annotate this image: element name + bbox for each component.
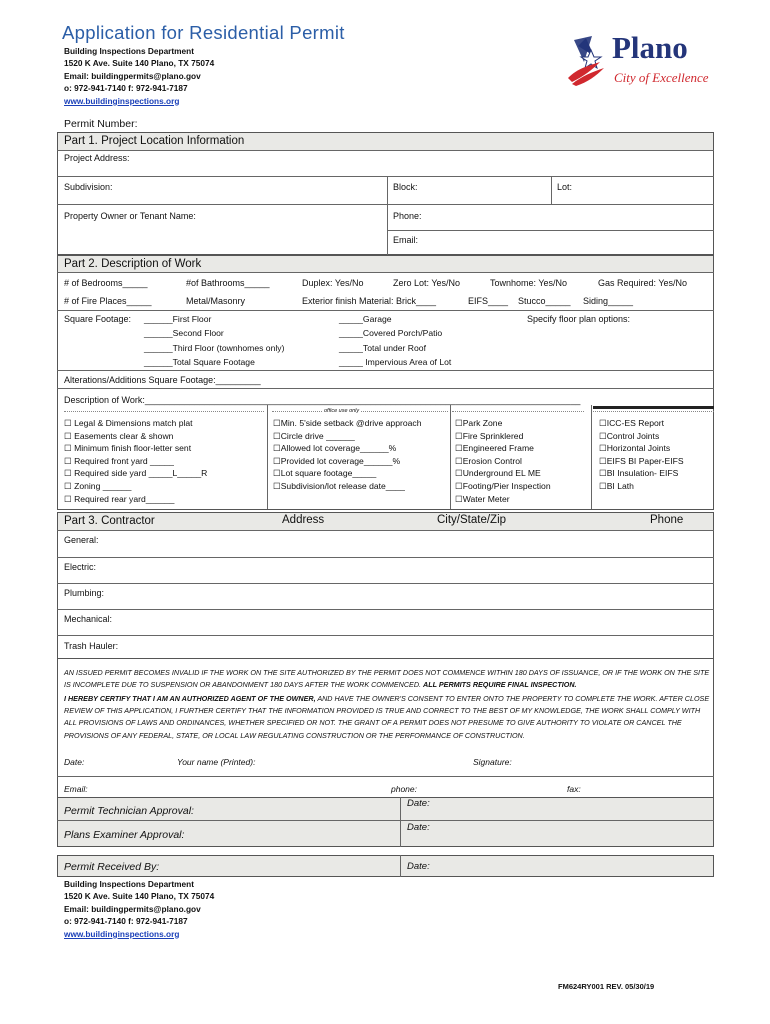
engineered-frame-check[interactable]: ☐Engineered Frame xyxy=(455,443,534,454)
electric-contractor[interactable]: Electric: xyxy=(64,562,97,572)
address-column: Address xyxy=(282,514,325,526)
circle-drive-check[interactable]: ☐Circle drive ______ xyxy=(273,430,355,441)
fireplaces-field[interactable]: # of Fire Places_____ xyxy=(64,296,152,306)
applicant-phone-label[interactable]: phone: xyxy=(391,784,417,794)
total-sqft-field[interactable]: ______Total Square Footage xyxy=(144,357,255,368)
footer-dept: Building Inspections Department xyxy=(64,879,194,889)
control-joints-check[interactable]: ☐Control Joints xyxy=(599,430,660,441)
office-col2 xyxy=(273,417,421,493)
dept-phone: o: 972-941-7140 f: 972-941-7187 xyxy=(64,83,188,94)
metal-masonry-field[interactable]: Metal/Masonry xyxy=(186,296,246,306)
eifs-paper-check[interactable]: ☐EIFS BI Paper-EIFS xyxy=(599,455,684,466)
phone-column: Phone xyxy=(650,514,684,526)
received-date-label[interactable]: Date: xyxy=(407,861,430,872)
icc-es-check[interactable]: ☐ICC-ES Report xyxy=(599,418,665,428)
zero-lot-field[interactable]: Zero Lot: Yes/No xyxy=(393,278,461,288)
page-title: Application for Residential Permit xyxy=(62,22,345,43)
first-floor-field[interactable]: ______First Floor xyxy=(144,314,212,324)
certification xyxy=(64,693,714,742)
examiner-date-label[interactable]: Date: xyxy=(407,822,430,833)
gas-field[interactable]: Gas Required: Yes/No xyxy=(598,278,688,288)
bedrooms-field[interactable]: # of Bedrooms_____ xyxy=(64,278,148,288)
block-label[interactable]: Block: xyxy=(393,182,418,192)
logo-tagline: City of Excellence xyxy=(614,70,709,85)
bi-lath-check[interactable]: ☐BI Lath xyxy=(599,480,634,491)
zoning-check[interactable]: ☐ Zoning ______ xyxy=(64,480,132,491)
second-floor-field[interactable]: ______Second Floor xyxy=(144,328,224,339)
footer-email: Email: buildingpermits@plano.gov xyxy=(64,903,201,914)
dept-email: Email: buildingpermits@plano.gov xyxy=(64,70,201,81)
invalid-notice xyxy=(64,667,714,691)
lot-sqft-check[interactable]: ☐Lot square footage_____ xyxy=(273,468,377,479)
townhome-field[interactable]: Townhome: Yes/No xyxy=(490,278,568,288)
part2-heading: Part 2. Description of Work xyxy=(58,256,713,272)
water-meter-check[interactable]: ☐Water Meter xyxy=(455,493,510,504)
footing-check[interactable]: ☐Footing/Pier Inspection xyxy=(455,480,551,491)
subdivision-label[interactable]: Subdivision: xyxy=(64,182,113,192)
stucco-field[interactable]: Stucco_____ xyxy=(518,296,571,306)
trash-hauler[interactable]: Trash Hauler: xyxy=(64,641,119,651)
website-link[interactable]: www.buildinginspections.org xyxy=(64,95,180,106)
final-inspection-text: ALL PERMITS REQUIRE FINAL INSPECTION. xyxy=(423,680,577,690)
city-column: City/State/Zip xyxy=(437,514,507,526)
owner-label[interactable]: Property Owner or Tenant Name: xyxy=(64,211,196,221)
logo-name: Plano xyxy=(612,30,688,65)
email-label[interactable]: Email: xyxy=(393,235,419,245)
part3-box xyxy=(57,512,714,659)
signature-label[interactable]: Signature: xyxy=(473,757,512,767)
plat-check[interactable]: ☐ Legal & Dimensions match plat xyxy=(64,418,193,428)
footer-phone: o: 972-941-7140 f: 972-941-7187 xyxy=(64,916,188,927)
garage-field[interactable]: _____Garage xyxy=(339,314,392,324)
floor-plan-label[interactable]: Specify floor plan options: xyxy=(527,314,631,324)
project-address-label[interactable]: Project Address: xyxy=(64,153,130,163)
erosion-control-check[interactable]: ☐Erosion Control xyxy=(455,455,522,466)
underground-check[interactable]: ☐Underground EL ME xyxy=(455,468,541,479)
plano-logo xyxy=(566,32,716,92)
applicant-fax-label[interactable]: fax: xyxy=(567,784,581,794)
certify-bold-text: I HEREBY CERTIFY THAT I AM AN AUTHORIZED AGENT OF THE OWNER, xyxy=(64,694,316,703)
part1-heading: Part 1. Project Location Information xyxy=(58,133,713,150)
bathrooms-field[interactable]: #of Bathrooms_____ xyxy=(186,278,270,288)
square-footage-label: Square Footage: xyxy=(64,314,132,324)
third-floor-field[interactable]: ______Third Floor (townhomes only) xyxy=(144,342,285,353)
plumbing-contractor[interactable]: Plumbing: xyxy=(64,588,105,598)
provided-coverage-check[interactable]: ☐Provided lot coverage______% xyxy=(273,455,401,466)
header-contact xyxy=(64,45,214,107)
description-field[interactable]: Description of Work:_______________________________________________________________________________________ xyxy=(64,395,581,405)
fire-sprinklered-check[interactable]: ☐Fire Sprinklered xyxy=(455,430,524,441)
part3-heading: Part 3. Contractor xyxy=(64,515,155,527)
rear-yard-check[interactable]: ☐ Required rear yard______ xyxy=(64,493,175,504)
release-date-check[interactable]: ☐Subdivision/lot release date____ xyxy=(273,480,405,491)
footer-website-link[interactable]: www.buildinginspections.org xyxy=(64,928,180,939)
allowed-coverage-check[interactable]: ☐Allowed lot coverage______% xyxy=(273,443,397,454)
part3-header xyxy=(58,513,713,530)
lot-label[interactable]: Lot: xyxy=(557,182,573,192)
covered-porch-field[interactable]: _____Covered Porch/Patio xyxy=(339,328,443,339)
office-col1 xyxy=(64,417,207,505)
footer-contact xyxy=(64,878,214,940)
printed-name-label[interactable]: Your name (Printed): xyxy=(177,757,256,767)
phone-label[interactable]: Phone: xyxy=(393,211,422,221)
alterations-field[interactable]: Alterations/Additions Square Footage:_________ xyxy=(64,375,261,385)
brick-field[interactable]: Exterior finish Material: Brick____ xyxy=(302,296,437,306)
horizontal-joints-check[interactable]: ☐Horizontal Joints xyxy=(599,443,671,454)
received-by-label[interactable]: Permit Received By: xyxy=(64,861,160,873)
examiner-approval-label[interactable]: Plans Examiner Approval: xyxy=(64,829,185,841)
office-use-label: office use only xyxy=(324,408,360,414)
applicant-email-label[interactable]: Email: xyxy=(64,784,88,794)
dept-address: 1520 K Ave. Suite 140 Plano, TX 75074 xyxy=(64,58,215,69)
certify-text: AND HAVE THE OWNER'S CONSENT TO ENTER ONTO THE PROPERTY TO COMPLETE THE WORK. AFTER CLOSE REVIEW OF THIS APPLICATION, I FURTHER CERTIFY THAT THE INFORMATION PROVIDED IS TRUE AND CORRECT TO THE BEST OF MY KNOWLEDGE, THE WORK SHALL COMPLY WITH ALL PROVISIONS OF LAWS AND ORDINANCES, WHETHER SPECIFIED OR NOT. THE GRANT OF A PERMIT DOES NOT PRESUME TO GIVE AUTHORITY TO VIOLATE OR CANCEL THE PROVISIONS OF ANY FEDERAL, STATE, OR LOCAL LAW REGULATING CONSTRUCTION OR THE PERFORMANCE OF CONSTRUCTION. xyxy=(64,694,710,740)
office-col3 xyxy=(455,417,551,505)
setback-check[interactable]: ☐Min. 5'side setback @drive approach xyxy=(273,418,422,428)
front-yard-check[interactable]: ☐ Required front yard _____ xyxy=(64,455,174,466)
impervious-area-field[interactable]: _____ Impervious Area of Lot xyxy=(339,357,452,368)
eifs-field[interactable]: EIFS____ xyxy=(468,296,509,306)
date-label[interactable]: Date: xyxy=(64,757,85,767)
siding-field[interactable]: Siding_____ xyxy=(583,296,634,306)
permit-number-label: Permit Number: xyxy=(64,118,138,130)
finish-floor-check[interactable]: ☐ Minimum finish floor-letter sent xyxy=(64,443,192,454)
sqft-mid-list xyxy=(339,312,451,370)
invalid-text: AN ISSUED PERMIT BECOMES INVALID IF THE WORK ON THE SITE AUTHORIZED BY THE PERMIT DOES NOT COMMENCE WITHIN 180 DAYS OF ISSUANCE, OR IF THE WORK ON THE SITE IS INCOMPLETE DUE TO SUSPENSION OR ABANDONMENT 180 DAYS AFTER THE WORK COMMENCED. xyxy=(64,668,710,690)
sqft-left-list xyxy=(144,312,284,370)
mechanical-contractor[interactable]: Mechanical: xyxy=(64,614,113,624)
footer-address: 1520 K Ave. Suite 140 Plano, TX 75074 xyxy=(64,891,215,902)
office-col4 xyxy=(599,417,684,493)
bi-insulation-check[interactable]: ☐BI Insulation- EIFS xyxy=(599,468,679,479)
office-use-bar xyxy=(593,406,714,409)
revision-code: FM624RY001 REV. 05/30/19 xyxy=(558,982,655,991)
easements-check[interactable]: ☐ Easements clear & shown xyxy=(64,430,174,441)
park-zone-check[interactable]: ☐Park Zone xyxy=(455,418,503,428)
general-contractor[interactable]: General: xyxy=(64,535,99,545)
tech-date-label[interactable]: Date: xyxy=(407,798,430,809)
side-yard-check[interactable]: ☐ Required side yard _____L_____R xyxy=(64,468,208,479)
tech-approval-label[interactable]: Permit Technician Approval: xyxy=(64,805,194,817)
total-under-roof-field[interactable]: _____Total under Roof xyxy=(339,342,426,353)
duplex-field[interactable]: Duplex: Yes/No xyxy=(302,278,364,288)
dept-name: Building Inspections Department xyxy=(64,46,194,56)
